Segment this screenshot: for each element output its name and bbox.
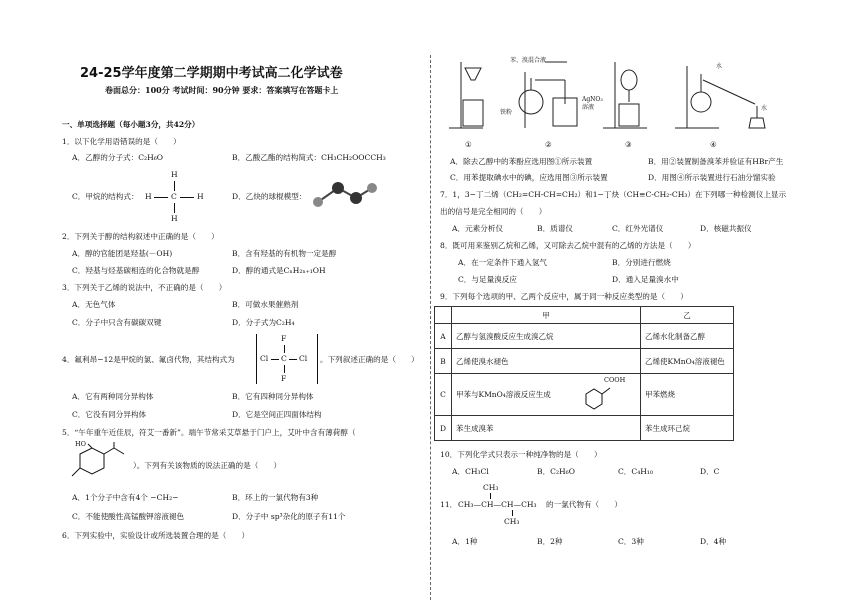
q7-option-a: A．元素分析仪: [452, 224, 504, 233]
cell-yi: 甲苯燃烧: [641, 374, 734, 416]
q11-tail: 的一氯代物有（ ）: [546, 500, 622, 509]
q11-option-a: A．1种: [452, 537, 478, 546]
bond: [174, 181, 175, 191]
reagent-label: 苯、溴混合液: [510, 57, 547, 64]
bond: [180, 197, 194, 198]
q7-stem-cont: 出的信号是完全相同的（ ）: [440, 207, 547, 216]
q9-table: [434, 306, 734, 441]
cell-yi: 乙烯使KMnO₄溶液褪色: [641, 349, 734, 374]
row-label: A: [435, 324, 452, 349]
q3-option-a: A．无色气体: [72, 300, 116, 309]
methyl-bottom: CH₃: [504, 517, 520, 526]
q1-stem: 1．以下化学用语错误的是（ ）: [62, 137, 181, 146]
q5-option-c: C．不能使酸性高锰酸钾溶液褪色: [72, 512, 185, 521]
q3-option-d: D．分子式为C₂H₄: [232, 318, 295, 327]
water-label: 水: [716, 63, 723, 70]
q6-option-d: D．用图④所示装置进行石油分馏实验: [648, 173, 776, 182]
q5-option-a: A．1个分子中含有4个 −CH₂−: [72, 493, 179, 502]
exam-info: 卷面总分：100分 考试时间：90分钟 要求：答案填写在答题卡上: [105, 85, 339, 95]
q11-option-d: D．4种: [700, 537, 727, 546]
h-atom: H: [171, 170, 178, 179]
q7-option-c: C．红外光谱仪: [612, 224, 664, 233]
table-header-row: [435, 307, 734, 324]
cell-yi: 乙烯水化制备乙醇: [641, 324, 734, 349]
q10-option-b: B．C₂H₆O: [537, 467, 575, 476]
q4-option-b: B．它有四种同分异构体: [232, 392, 314, 401]
water-label: 水: [761, 105, 768, 112]
bond: [289, 359, 297, 360]
agno3-label: AgNO₃: [582, 96, 603, 103]
q9-stem: 9．下列每个选项的甲、乙两个反应中，属于同一种反应类型的是（ ）: [440, 292, 688, 301]
row-label: D: [435, 416, 452, 441]
cooh-label: COOH: [604, 376, 626, 384]
q7-stem: 7．1，3−丁二烯（CH₂=CH-CH=CH₂）和1−丁炔（CH≡C-CH₂-CH₃）在下列哪一种检测仪上显示: [440, 190, 787, 199]
bond: [271, 359, 279, 360]
row-label: C: [435, 374, 452, 416]
f-atom: F: [281, 334, 287, 343]
q4-option-a: A．它有两种同分异构体: [72, 392, 154, 401]
q2-stem: 2．下列关于醇的结构叙述中正确的是（ ）: [62, 232, 219, 241]
section-heading: 一、单项选择题（每小题3分，共42分）: [62, 120, 200, 129]
apparatus-number-1: ①: [465, 140, 472, 149]
bond: [174, 203, 175, 213]
q8-stem: 8．既可用来鉴别乙烷和乙烯，又可除去乙烷中混有的乙烯的方法是（ ）: [440, 241, 696, 250]
cl-atom: Cl: [299, 354, 308, 363]
apparatus-diagrams: [435, 58, 795, 138]
q3-option-b: B．可做水果催熟剂: [232, 300, 299, 309]
q2-option-a: A．醇的官能团是羟基(－OH): [72, 249, 173, 258]
benzoic-acid-structure: [578, 382, 618, 410]
q11-chain: CH₃—CH—CH—CH₃: [458, 500, 537, 509]
q1-option-a: A．乙醇的分子式：C₂H₆O: [72, 153, 163, 162]
solution-label: 溶液: [582, 104, 595, 111]
table-header-cell: [435, 307, 452, 324]
table-header-cell: 甲: [452, 307, 641, 324]
q11-option-b: B．2种: [537, 537, 563, 546]
row-label: B: [435, 349, 452, 374]
h-atom: H: [197, 192, 204, 201]
apparatus-number-3: ③: [625, 140, 632, 149]
q7-option-b: B．质谱仪: [537, 224, 573, 233]
bond: [154, 197, 168, 198]
q11-option-c: C．3种: [618, 537, 644, 546]
cell-jia: 苯生成溴苯: [452, 416, 641, 441]
h-atom: H: [145, 192, 152, 201]
methyl-top: CH₃: [483, 483, 499, 492]
q1-option-d: D．乙炔的球棍模型：: [232, 192, 307, 201]
q3-option-c: C．分子中只含有碳碳双键: [72, 318, 162, 327]
q2-option-c: C．羟基与烃基碳相连的化合物就是醇: [72, 266, 200, 275]
q5-option-d: D．分子中 sp³杂化的原子有11个: [232, 512, 346, 521]
q6-stem: 6．下列实验中，实验设计或所选装置合理的是（ ）: [62, 531, 250, 540]
f-atom: F: [281, 374, 287, 383]
q8-option-b: B．分别进行燃烧: [612, 258, 671, 267]
page-title: 24-25学年度第二学期期中考试高二化学试卷: [80, 66, 343, 81]
cell-yi: 苯生成环己烷: [641, 416, 734, 441]
freon-structure: [256, 334, 318, 384]
acetylene-ball-stick-model: [310, 180, 380, 210]
q10-option-a: A．CH₃Cl: [452, 467, 489, 476]
q10-stem: 10．下列化学式只表示一种纯净物的是（ ）: [440, 450, 602, 459]
q5-stem: 5．“午年重午近佳辰，符艾一番新”。端午节常采艾草悬于门户上，艾叶中含有薄荷醇（: [62, 428, 356, 437]
q3-stem: 3．下列关于乙烯的说法中，不正确的是（ ）: [62, 283, 227, 292]
q1-option-b: B．乙酸乙酯的结构简式：CH₃CH₂OOCCH₃: [232, 153, 386, 162]
q6-option-a: A．除去乙醇中的苯酚应选用图①所示装置: [450, 157, 593, 166]
apparatus-number-4: ④: [710, 140, 717, 149]
q4-stem-tail: 。下列叙述正确的是（ ）: [320, 355, 419, 364]
table-row: [435, 349, 734, 374]
cell-jia-text: 甲苯与KMnO₄溶液反应生成: [456, 390, 551, 399]
q8-option-c: C．与足量溴反应: [458, 275, 517, 284]
table-header-cell: 乙: [641, 307, 734, 324]
column-divider: [430, 55, 431, 600]
q2-option-b: B．含有羟基的有机物一定是醇: [232, 249, 337, 258]
methane-structure: [145, 170, 205, 225]
table-row: [435, 416, 734, 441]
apparatus-number-2: ②: [545, 140, 552, 149]
q10-option-d: D．C: [700, 467, 720, 476]
h-atom: H: [171, 214, 178, 223]
q5-stem-tail: ）。下列有关该物质的说法正确的是（ ）: [133, 461, 282, 470]
q2-option-d: D．醇的通式是CₙH₂ₙ₊₁OH: [232, 266, 326, 275]
cell-jia: 乙烯使溴水褪色: [452, 349, 641, 374]
q6-option-c: C．用苯提取碘水中的碘，应选用图③所示装置: [450, 173, 608, 182]
bond: [284, 365, 285, 373]
q10-option-c: C．C₄H₁₀: [618, 467, 653, 476]
iron-label: 铁粉: [500, 109, 513, 116]
q1-option-c: C．甲烷的结构式：: [72, 192, 139, 201]
q11-number: 11．: [440, 500, 458, 509]
q5-option-b: B．环上的一氯代物有3种: [232, 493, 319, 502]
cell-jia: [452, 374, 641, 416]
bond: [284, 345, 285, 353]
bond: [490, 493, 491, 499]
q4-option-c: C．它没有同分异构体: [72, 410, 147, 419]
table-row: [435, 374, 734, 416]
q7-option-d: D．核磁共振仪: [700, 224, 752, 233]
c-atom: C: [171, 192, 177, 201]
hydroxyl-label: HO: [75, 440, 86, 448]
c-atom: C: [281, 354, 287, 363]
q6-option-b: B．用②装置制备溴苯并验证有HBr产生: [648, 157, 784, 166]
q4-stem: 4．氟利昂−12是甲烷的氯、氟卤代物，其结构式为: [62, 355, 235, 364]
q8-option-d: D．通入足量溴水中: [612, 275, 679, 284]
table-row: [435, 324, 734, 349]
q4-option-d: D．它是空间正四面体结构: [232, 410, 322, 419]
cl-atom: Cl: [260, 354, 269, 363]
bond: [512, 510, 513, 516]
q8-option-a: A．在一定条件下通入氢气: [458, 258, 548, 267]
cell-jia: 乙醇与氢溴酸反应生成溴乙烷: [452, 324, 641, 349]
